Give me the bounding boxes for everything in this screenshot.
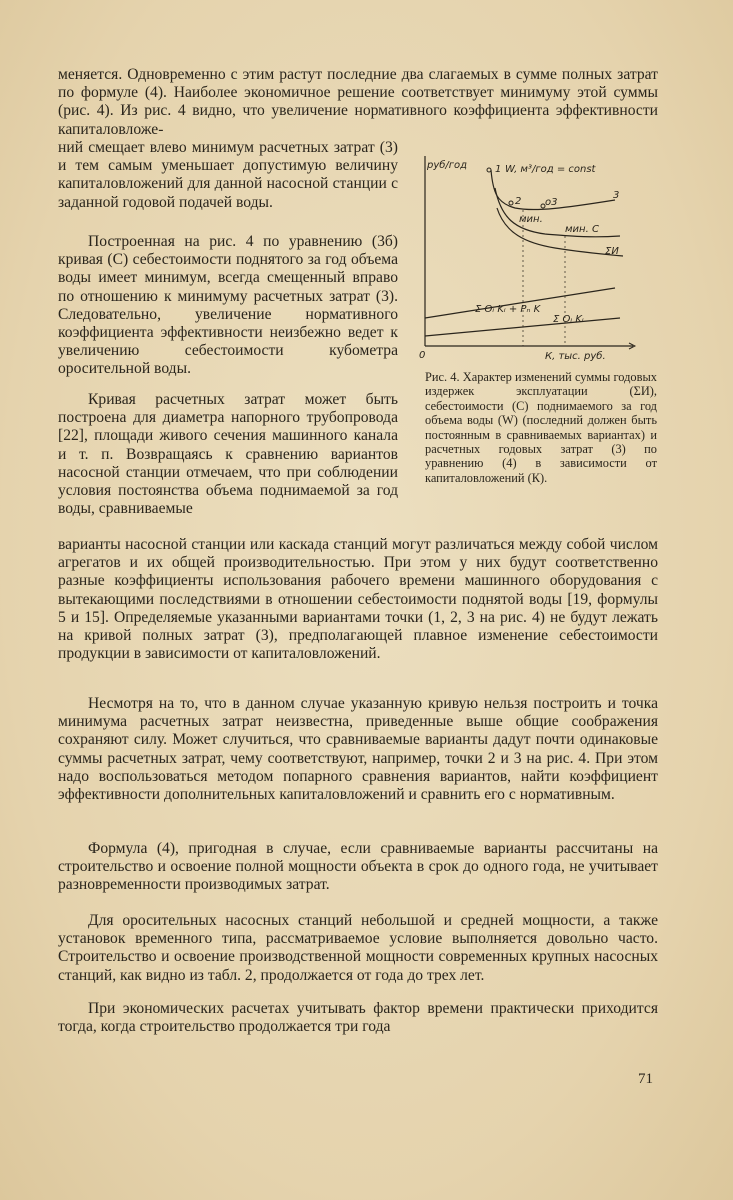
paragraph-7: [58, 1000, 658, 1036]
paragraph-6-text: Для оросительных насосных станций небольшой и средней мощности, а также установок временного типа, рассматриваемое условие выполняется довольно часто. Строительство и освоение производственной мощности современных крупных насосных станций, как видно из табл. 2, продолжается от года до трех лет.: [58, 912, 658, 984]
point-1-label: 1: [495, 164, 502, 175]
paragraph-1b: [58, 139, 398, 212]
y-axis-label: руб/год: [427, 160, 468, 171]
paragraph-4: [58, 695, 658, 804]
paragraph-6: [58, 912, 658, 985]
paragraph-5-text: Формула (4), пригодная в случае, если сравниваемые варианты рассчитаны на строительство и освоение полной мощности объекта в срок до одного года, не учитывает разновременности производимых затрат.: [58, 840, 658, 894]
sum-i-label: ΣИ: [605, 246, 619, 257]
line-sum-ok: [425, 318, 620, 336]
paragraph-1: [58, 66, 658, 139]
point-2-label: 2: [515, 196, 522, 207]
paragraph-3b-text: варианты насосной станции или каскада станций могут различаться между собой числом агрегатов и их общей производительностью. При этом у них будут соответственно разные коэффициенты использования рабочего времени машинного оборудования с вытекающими последствиями в отношении себестоимости поднятой воды [19, формулы 5 и 15]. Определяемые указанными вариантами точки (1, 2, 3 на рис. 4) не будут лежать на кривой полных затрат (3), предполагающей плавное изменение себестоимости продукции в зависимости от капиталовложений.: [58, 536, 658, 663]
w-const-label: W, м³/год = const: [505, 164, 596, 175]
paragraph-1-text: меняется. Одновременно с этим растут последние два слагаемых в сумме полных затрат по формуле (4). Наиболее экономичное решение соответствует минимуму этой суммы (рис. 4). Из рис. 4 видно, что увеличение нормативного коэффициента эффективности капиталовложе-: [58, 66, 658, 138]
figure-4-caption-text: Рис. 4. Характер изменений суммы годовых издержек эксплуатации (ΣИ), себестоимости (С) поднимаемого за год объема воды (W) (последний должен быть постоянным в сравниваемых вариантах) и расчетных годовых затрат (3) по уравнению (4) в зависимости от капиталовложений (К).: [425, 370, 657, 485]
point-1: [487, 168, 491, 172]
paragraph-3b: [58, 536, 658, 663]
figure-4-plot: [405, 148, 655, 363]
figure-4-caption: [425, 370, 657, 485]
point-2: [509, 201, 513, 205]
paragraph-1b-text: ний смещает влево минимум расчетных затрат (3) и тем самым уменьшает допустимую величину капиталовложений для данной насосной станции с заданной годовой подачей воды.: [58, 139, 398, 211]
origin-label: 0: [419, 350, 426, 361]
paragraph-7-text: При экономических расчетах учитывать фактор времени практически приходится тогда, когда строительство продолжается три года: [58, 1000, 658, 1036]
min-c-label: мин. С: [565, 224, 599, 235]
paragraph-5: [58, 840, 658, 895]
x-axis-label: К, тыс. руб.: [545, 351, 606, 362]
paragraph-4-text: Несмотря на то, что в данном случае указанную кривую нельзя построить и точка минимума расчетных затрат неизвестна, приведенные выше общие соображения сохраняют силу. Может случиться, что сравниваемые варианты дадут почти одинаковые суммы расчетных затрат, чему соответствуют, например, точки 2 и 3 на рис. 4. При этом надо воспользоваться методом попарного сравнения вариантов, найти коэффициент эффективности дополнительных капиталовложений и сравнить его с нормативным.: [58, 695, 658, 804]
min-3-label: мин.: [519, 214, 543, 225]
line-b-label: Σ Oᵢ Kᵢ: [553, 314, 584, 325]
figure-4: [405, 148, 655, 363]
point-o3-label: o3: [545, 197, 558, 208]
paragraph-2: [58, 233, 398, 379]
paragraph-3a: [58, 391, 398, 518]
curve-3-label: 3: [613, 190, 620, 201]
curve-c: [495, 188, 620, 237]
page-number: 71: [638, 1071, 653, 1087]
line-a-label: Σ Oᵢ Kᵢ + Pₙ K: [475, 304, 541, 315]
paragraph-2-text: Построенная на рис. 4 по уравнению (3б) кривая (С) себестоимости поднятого за год объема воды имеет минимум, всегда смещенный вправо по отношению к минимуму расчетных затрат (3). Следовательно, увеличение нормативного коэффициента эффективности неизбежно ведет к увеличению себестоимости кубометра оросительной воды.: [58, 233, 398, 378]
paragraph-3a-text: Кривая расчетных затрат может быть построена для диаметра напорного трубопровода [22], площади живого сечения машинного канала и т. п. Возвращаясь к сравнению вариантов насосной станции отмечаем, что при соблюдении условия постоянства объема поднимаемой за год воды, сравниваемые: [58, 391, 398, 518]
